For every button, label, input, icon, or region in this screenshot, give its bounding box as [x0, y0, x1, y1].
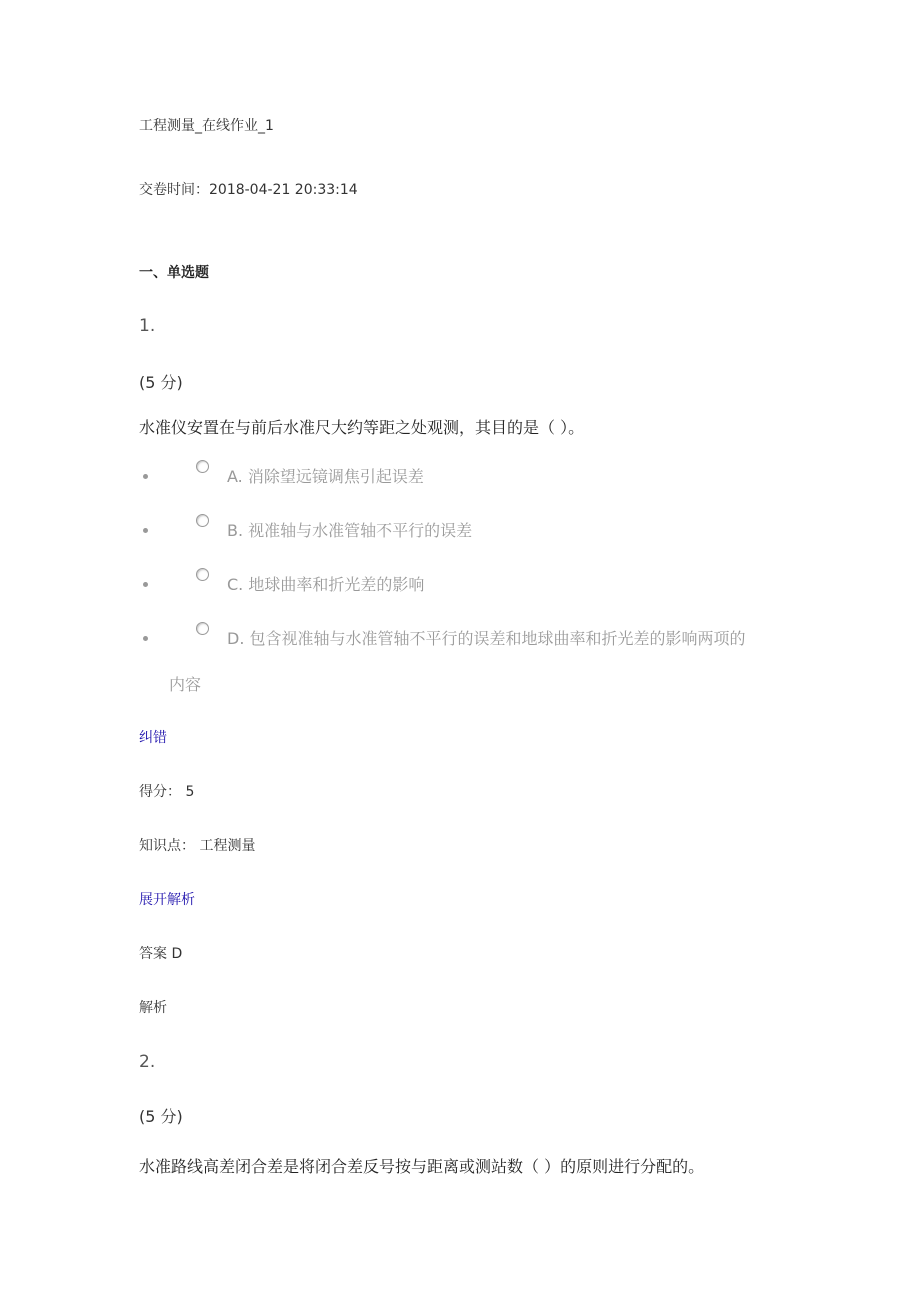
- knowledge-point: 知识点： 工程测量: [139, 838, 256, 854]
- question-2-number: 2.: [139, 1052, 156, 1072]
- question-1-score: (5 分): [139, 373, 183, 392]
- question-2-score: (5 分): [139, 1107, 183, 1126]
- option-b-bullet: [143, 528, 148, 533]
- option-c-label[interactable]: C. 地球曲率和折光差的影响: [227, 575, 425, 594]
- option-b-radio[interactable]: [196, 514, 209, 527]
- correction-link[interactable]: 纠错: [139, 730, 167, 746]
- question-1-text: 水准仪安置在与前后水准尺大约等距之处观测，其目的是（ ）。: [139, 418, 585, 437]
- answer-value: 答案 D: [139, 946, 183, 962]
- option-b-label[interactable]: B. 视准轴与水准管轴不平行的误差: [227, 521, 473, 540]
- option-d-label-continuation[interactable]: 内容: [169, 675, 202, 694]
- option-c-radio[interactable]: [196, 568, 209, 581]
- submit-time: 交卷时间：2018-04-21 20:33:14: [139, 182, 358, 198]
- expand-analysis-link[interactable]: 展开解析: [139, 892, 195, 908]
- option-c-bullet: [143, 582, 148, 587]
- question-2-text: 水准路线高差闭合差是将闭合差反号按与距离或测站数（ ）的原则进行分配的。: [139, 1157, 705, 1176]
- option-a-label[interactable]: A. 消除望远镜调焦引起误差: [227, 467, 424, 486]
- option-a-bullet: [143, 474, 148, 479]
- option-d-label[interactable]: D. 包含视准轴与水准管轴不平行的误差和地球曲率和折光差的影响两项的: [227, 629, 746, 648]
- question-1-number: 1.: [139, 316, 156, 336]
- analysis-label: 解析: [139, 1000, 167, 1016]
- page-title: 工程测量_在线作业_1: [139, 118, 274, 134]
- option-d-bullet: [143, 636, 148, 641]
- section-heading: 一、单选题: [139, 265, 209, 281]
- option-d-radio[interactable]: [196, 622, 209, 635]
- option-a-radio[interactable]: [196, 460, 209, 473]
- score-value: 得分： 5: [139, 784, 195, 800]
